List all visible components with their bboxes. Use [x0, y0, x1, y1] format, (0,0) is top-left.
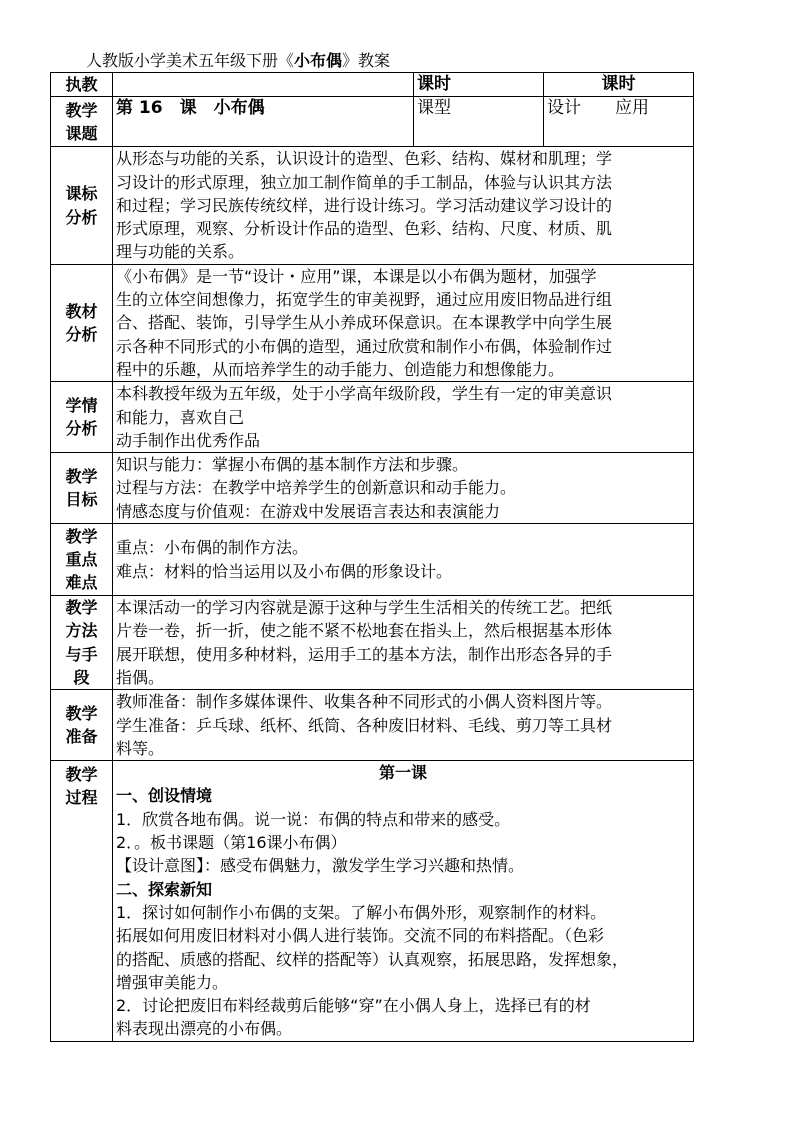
objectives-label — [51, 453, 113, 524]
topic-label — [51, 97, 113, 147]
text-line: 2．。板书课题（第16课小布偶） — [116, 833, 347, 853]
text-line: 指偶。 — [116, 667, 165, 687]
text-line: 【设计意图】：感受布偶魅力，激发学生学习兴趣和热情。 — [116, 856, 525, 876]
students-label — [51, 382, 113, 453]
text-line: 本科教授年级为五年级，处于小学高年级阶段，学生有一定的审美意识 — [116, 384, 613, 404]
title-suffix: 》教案 — [342, 51, 391, 70]
topic-row — [51, 97, 694, 147]
section-row-objectives — [51, 453, 694, 524]
text-line: 1．探讨如何制作小布偶的支架。了解小布偶外形，观察制作的材料。 — [116, 902, 607, 922]
section-label-line: 教材 — [65, 301, 98, 321]
section-label-line: 重点 — [65, 549, 98, 569]
section-row-preparation — [51, 690, 694, 761]
text-line: 过程与方法：在教学中培养学生的创新意识和动手能力。 — [116, 478, 517, 498]
text-line: 本课活动一的学习内容就是源于这种与学生生活相关的传统工艺。把纸 — [116, 598, 613, 618]
text-line: 增强审美能力。 — [116, 972, 229, 992]
topic-label-line: 课题 — [65, 123, 98, 143]
objectives-text — [113, 453, 694, 524]
text-line: 生的立体空间想像力，拓宽学生的审美视野，通过应用废旧物品进行组 — [116, 290, 613, 310]
process-text — [113, 761, 694, 1042]
text-line: 2．讨论把废旧布料经裁剪后能够“穿”在小偶人身上，选择已有的材 — [116, 996, 591, 1016]
text-line: 情感态度与价值观：在游戏中发展语言表达和表演能力 — [116, 501, 501, 521]
material-text — [113, 264, 694, 381]
section-row-curriculum — [51, 147, 694, 264]
text-line: 料等。 — [116, 738, 165, 758]
section-row-key-points — [51, 524, 694, 596]
preparation-text — [113, 690, 694, 761]
title-prefix: 人教版小学美术五年级下册《 — [86, 51, 295, 70]
section-row-material — [51, 264, 694, 381]
text-line: 1．欣赏各地布偶。说一说：布偶的特点和带来的感受。 — [116, 809, 511, 829]
curriculum-label — [51, 147, 113, 264]
topic-label-line: 教学 — [65, 100, 98, 120]
document-title — [86, 48, 390, 71]
section-label-line: 课标 — [65, 184, 98, 204]
section-label-line: 目标 — [65, 490, 98, 510]
text-line: 示各种不同形式的小布偶的造型，通过欣赏和制作小布偶，体验制作过 — [116, 336, 613, 356]
section-label-line: 分析 — [65, 419, 98, 439]
text-line: 难点：材料的恰当运用以及小布偶的形象设计。 — [116, 561, 453, 581]
lesson-type-label: 课型 — [414, 97, 544, 147]
section-label-line: 难点 — [65, 573, 98, 593]
curriculum-text — [113, 147, 694, 264]
title-lesson-name: 小布偶 — [294, 51, 343, 70]
section-label-line: 教学 — [65, 598, 98, 618]
text-line: 习设计的形式原理，独立加工制作简单的手工制品，体验与认识其方法 — [116, 172, 613, 192]
section-row-methods — [51, 596, 694, 690]
section-label-line: 教学 — [65, 526, 98, 546]
text-line: 重点：小布偶的制作方法。 — [116, 538, 309, 558]
section-label-line: 段 — [73, 667, 90, 687]
text-line: 和能力，喜欢自己 — [116, 407, 245, 427]
section-row-process — [51, 761, 694, 1042]
key-points-text — [113, 524, 694, 596]
teacher-label: 执教 — [51, 73, 113, 97]
lesson-type-value: 设计 应用 — [544, 97, 694, 147]
section-label-line: 分析 — [65, 325, 98, 345]
material-label — [51, 264, 113, 381]
section-label-line: 学情 — [65, 395, 98, 415]
text-line: 展开联想，使用多种材料，运用手工的基本方法，制作出形态各异的手 — [116, 644, 613, 664]
lesson-topic: 第 16 课 小布偶 — [113, 97, 414, 147]
students-text — [113, 382, 694, 453]
section-row-students — [51, 382, 694, 453]
section-label-line: 教学 — [65, 703, 98, 723]
text-line: 合、搭配、装饰，引导学生从小养成环保意识。在本课教学中向学生展 — [116, 313, 613, 333]
section-label-line: 与手 — [65, 644, 98, 664]
text-line: 知识与能力：掌握小布偶的基本制作方法和步骤。 — [116, 455, 469, 475]
teacher-value — [113, 73, 414, 97]
text-line: 形式原理，观察、分析设计作品的造型、色彩、结构、尺度、材质、肌 — [116, 219, 613, 239]
text-line: 教师准备：制作多媒体课件、收集各种不同形式的小偶人资料图片等。 — [116, 692, 613, 712]
section-label-line: 准备 — [65, 727, 98, 747]
section-label-line: 过程 — [65, 788, 98, 808]
period-label-1: 课时 — [414, 73, 544, 97]
preparation-label — [51, 690, 113, 761]
text-line: 片卷一卷，折一折，使之能不紧不松地套在指头上，然后根据基本形体 — [116, 621, 613, 641]
methods-text — [113, 596, 694, 690]
section-label-line: 方法 — [65, 621, 98, 641]
section-label-line: 教学 — [65, 466, 98, 486]
text-line: 的搭配、质感的搭配、纹样的搭配等）认真观察，拓展思路，发挥想象， — [116, 949, 629, 969]
text-line: 《小布偶》是一节“设计・应用”课，本课是以小布偶为题材，加强学 — [116, 266, 597, 286]
methods-label — [51, 596, 113, 690]
section-label-line: 教学 — [65, 765, 98, 785]
process-label — [51, 761, 113, 1042]
key-points-label — [51, 524, 113, 596]
text-line: 学生准备：乒乓球、纸杯、纸筒、各种废旧材料、毛线、剪刀等工具材 — [116, 715, 613, 735]
text-line: 理与功能的关系。 — [116, 242, 245, 262]
process-subheading: 二、探索新知 — [116, 879, 213, 899]
text-line: 程中的乐趣，从而培养学生的动手能力、创造能力和想像能力。 — [116, 359, 565, 379]
text-line: 动手制作出优秀作品 — [116, 430, 261, 450]
text-line: 拓展如何用废旧材料对小偶人进行装饰。交流不同的布料搭配。（色彩 — [116, 926, 605, 946]
process-heading: 第一课 — [378, 763, 427, 783]
process-subheading: 一、创设情境 — [116, 786, 213, 806]
section-label-line: 分析 — [65, 207, 98, 227]
text-line: 从形态与功能的关系，认识设计的造型、色彩、结构、媒材和肌理；学 — [116, 149, 613, 169]
period-label-2: 课时 — [544, 73, 694, 97]
header-row — [51, 73, 694, 97]
text-line: 料表现出漂亮的小布偶。 — [116, 1019, 293, 1039]
lesson-plan-table — [50, 72, 694, 1042]
text-line: 和过程；学习民族传统纹样，进行设计练习。学习活动建议学习设计的 — [116, 195, 613, 215]
